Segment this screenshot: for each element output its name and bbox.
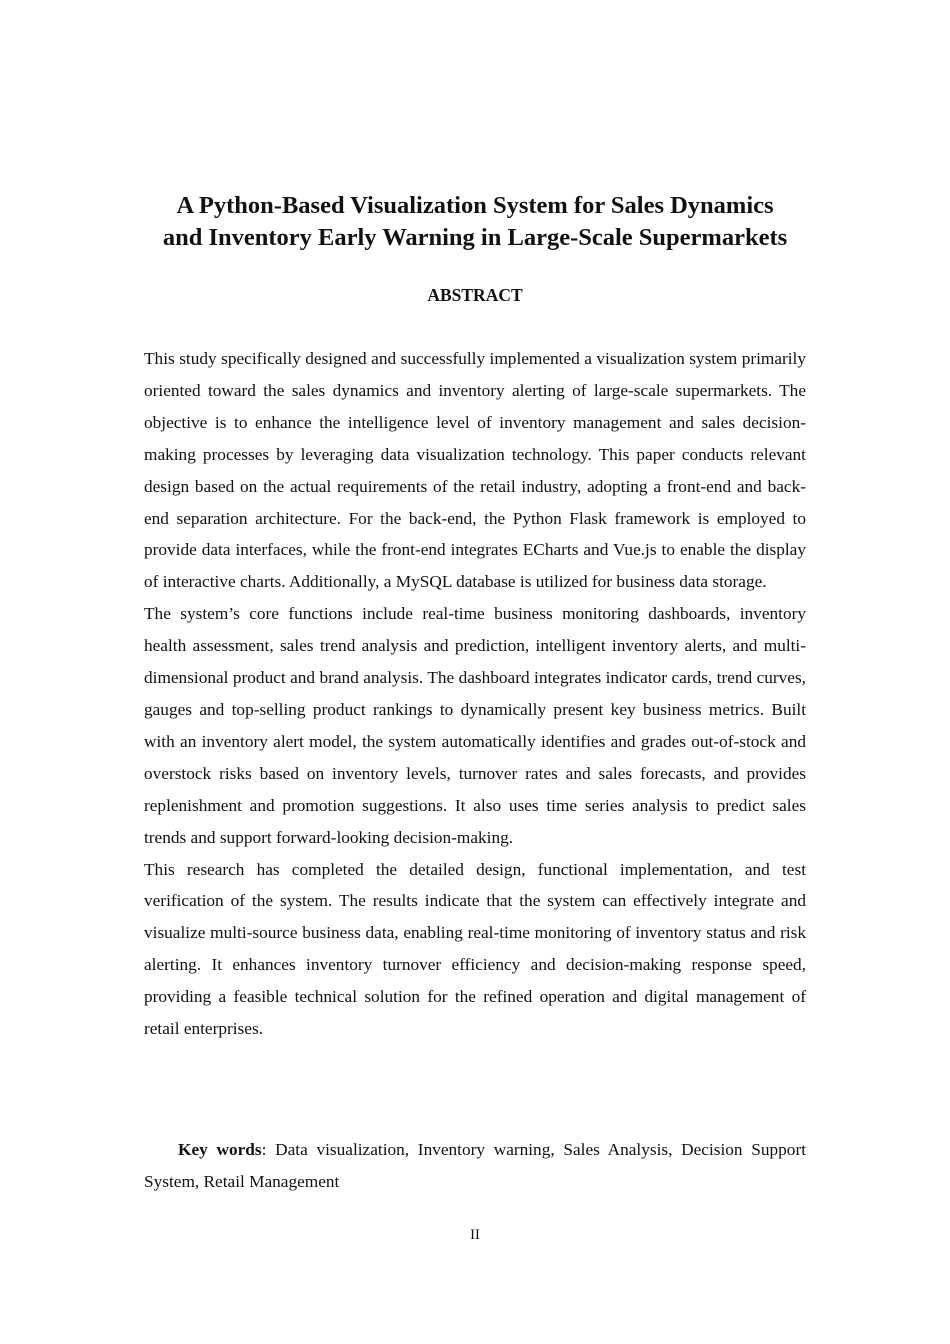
keywords-text: Data visualization, Inventory warning, Sales Analysis, Decision Support System, Retail Management [144,1140,807,1191]
abstract-paragraph-2: The system’s core functions include real-time business monitoring dashboards, inventory health assessment, sales trend analysis and prediction, intelligent inventory alerts, and multi-dimensional product and brand analysis. The dashboard integrates indicator cards, trend curves, gauges and top-selling product rankings to dynamically present key business metrics. Built with an inventory alert model, the system automatically identifies and grades out-of-stock and overstock risks based on inventory levels, turnover rates and sales forecasts, and provides replenishment and promotion suggestions. It also uses time series analysis to predict sales trends and support forward-looking decision-making. [144,604,806,847]
paper-title [100,190,850,254]
paper-title-line-2: and Inventory Early Warning in Large-Scale Supermarkets [162,224,788,251]
abstract-heading: ABSTRACT [427,285,523,305]
paper-title-line-1: A Python-Based Visualization System for Sales Dynamics [176,192,774,219]
page-number: II [470,1227,480,1243]
keywords [144,1134,806,1198]
abstract-paragraph-1: This study specifically designed and successfully implemented a visualization system primarily oriented toward the sales dynamics and inventory alerting of large-scale supermarkets. The objective is to enhance the intelligence level of inventory management and sales decision-making processes by leveraging data visualization technology. This paper conducts relevant design based on the actual requirements of the retail industry, adopting a front-end and back-end separation architecture. For the back-end, the Python Flask framework is employed to provide data interfaces, while the front-end integrates ECharts and Vue.js to enable the display of interactive charts. Additionally, a MySQL database is utilized for business data storage. [144,349,806,592]
abstract-body [144,343,806,1045]
keywords-label: Key words [178,1140,262,1159]
abstract-paragraph-3: This research has completed the detailed design, functional implementation, and test verification of the system. The results indicate that the system can effectively integrate and visualize multi-source business data, enabling real-time monitoring of inventory status and risk alerting. It enhances inventory turnover efficiency and decision-making response speed, providing a feasible technical solution for the refined operation and digital management of retail enterprises. [144,859,806,1039]
keywords-separator: : [261,1140,267,1159]
